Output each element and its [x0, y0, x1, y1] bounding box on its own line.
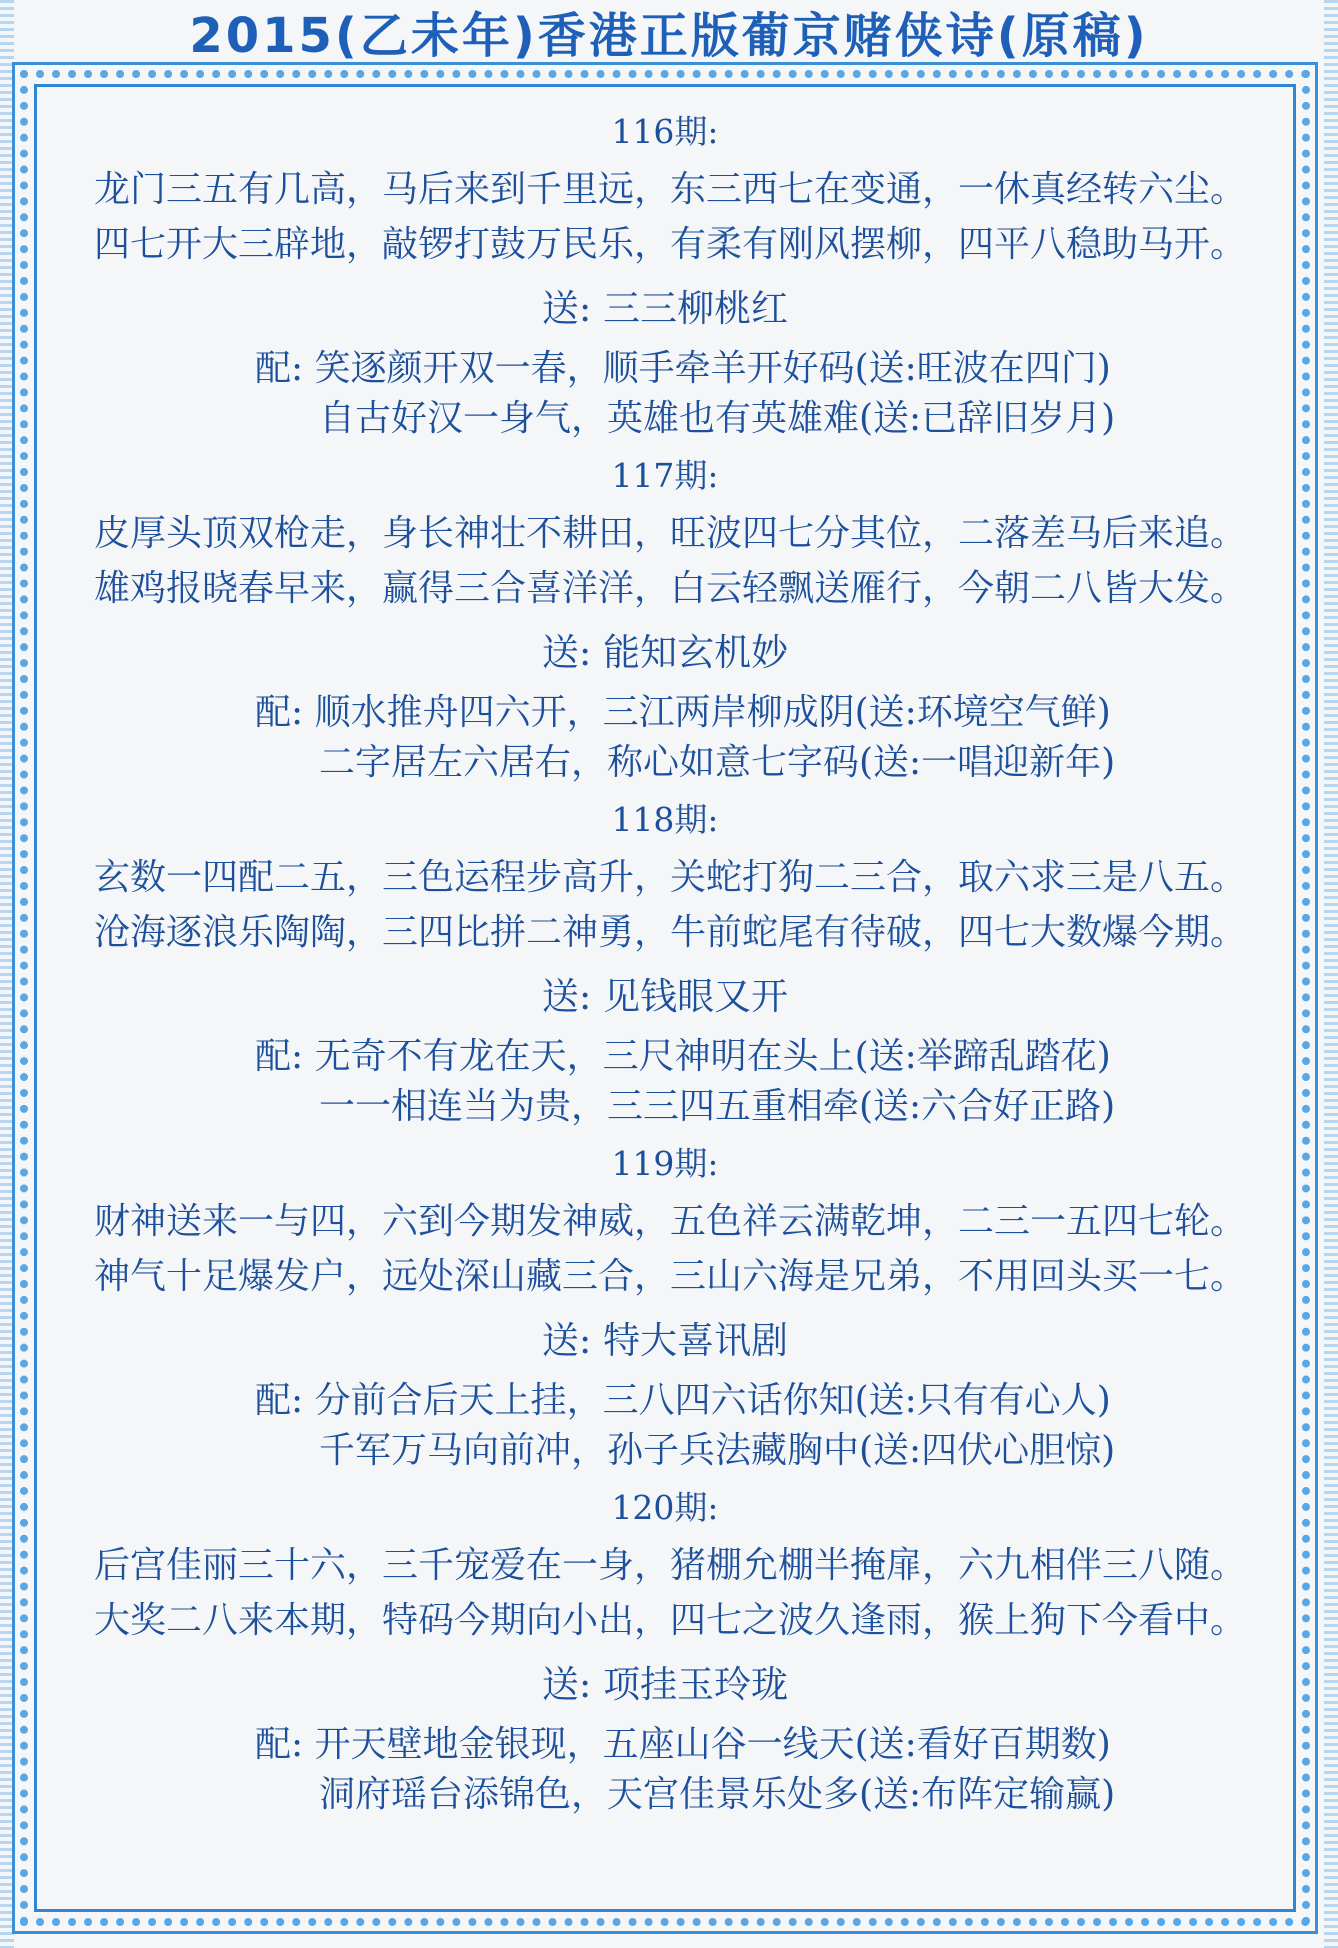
page-title: 2015(乙未年)香港正版葡京赌侠诗(原稿) [189, 8, 1149, 64]
poem-line: 大奖二八来本期，特码今期向小出，四七之波久逢雨，猴上狗下今看中。 [93, 1600, 1246, 1641]
send-line: 送: 见钱眼又开 [541, 975, 789, 1018]
pei-line: 配: 开天壁地金银现，五座山谷一线天(送:看好百期数) [255, 1724, 1111, 1765]
pei-line: 配: 无奇不有龙在天，三尺神明在头上(送:举蹄乱踏花) [255, 1036, 1111, 1077]
pei-block [255, 1032, 1270, 1132]
pei-block [255, 1720, 1270, 1820]
poem-line: 玄数一四配二五，三色运程步高升，关蛇打狗二三合，取六求三是八五。 [93, 857, 1246, 898]
period-section [60, 1144, 1270, 1476]
poem-content [60, 112, 1270, 1832]
poem-line: 四七开大三辟地，敲锣打鼓万民乐，有柔有刚风摆柳，四平八稳助马开。 [93, 224, 1246, 265]
poem-line: 后宫佳丽三十六，三千宠爱在一身，猪棚允棚半掩扉，六九相伴三八随。 [93, 1545, 1246, 1586]
pei-line: 配: 笑逐颜开双一春，顺手牵羊开好码(送:旺波在四门) [255, 348, 1111, 389]
send-line: 送: 三三柳桃红 [541, 287, 789, 330]
pei-line: 二字居左六居右，称心如意七字码(送:一唱迎新年) [319, 742, 1116, 783]
pei-line: 洞府瑶台添锦色，天宫佳景乐处多(送:布阵定输赢) [319, 1774, 1116, 1815]
pei-block [255, 1376, 1270, 1476]
period-section [60, 456, 1270, 788]
pei-line: 配: 分前合后天上挂，三八四六话你知(送:只有有心人) [255, 1380, 1111, 1421]
poem-line: 雄鸡报晓春早来，赢得三合喜洋洋，白云轻飘送雁行，今朝二八皆大发。 [93, 568, 1246, 609]
poem-line: 沧海逐浪乐陶陶，三四比拼二神勇，牛前蛇尾有待破，四七大数爆今期。 [93, 912, 1246, 953]
period-heading: 120期: [611, 1488, 719, 1527]
pei-line: 自古好汉一身气，英雄也有英雄难(送:已辞旧岁月) [319, 398, 1116, 439]
poem-line: 龙门三五有几高，马后来到千里远，东三西七在变通，一休真经转六尘。 [93, 169, 1246, 210]
send-line: 送: 特大喜讯剧 [541, 1319, 789, 1362]
right-edge-strip [1324, 0, 1338, 1948]
send-line: 送: 项挂玉玲珑 [541, 1663, 789, 1706]
poem-line: 皮厚头顶双枪走，身长神壮不耕田，旺波四七分其位，二落差马后来追。 [93, 513, 1246, 554]
period-section [60, 112, 1270, 444]
period-heading: 118期: [611, 800, 719, 839]
pei-block [255, 688, 1270, 788]
period-section [60, 800, 1270, 1132]
poem-line: 神气十足爆发户，远处深山藏三合，三山六海是兄弟，不用回头买一七。 [93, 1256, 1246, 1297]
send-line: 送: 能知玄机妙 [541, 631, 789, 674]
pei-line: 一一相连当为贵，三三四五重相牵(送:六合好正路) [319, 1086, 1116, 1127]
pei-block [255, 344, 1270, 444]
pei-line: 千军万马向前冲，孙子兵法藏胸中(送:四伏心胆惊) [319, 1430, 1116, 1471]
period-heading: 117期: [611, 456, 719, 495]
period-heading: 116期: [611, 112, 719, 151]
poem-line: 财神送来一与四，六到今期发神威，五色祥云满乾坤，二三一五四七轮。 [93, 1201, 1246, 1242]
period-heading: 119期: [611, 1144, 719, 1183]
period-section [60, 1488, 1270, 1820]
pei-line: 配: 顺水推舟四六开，三江两岸柳成阴(送:环境空气鲜) [255, 692, 1111, 733]
